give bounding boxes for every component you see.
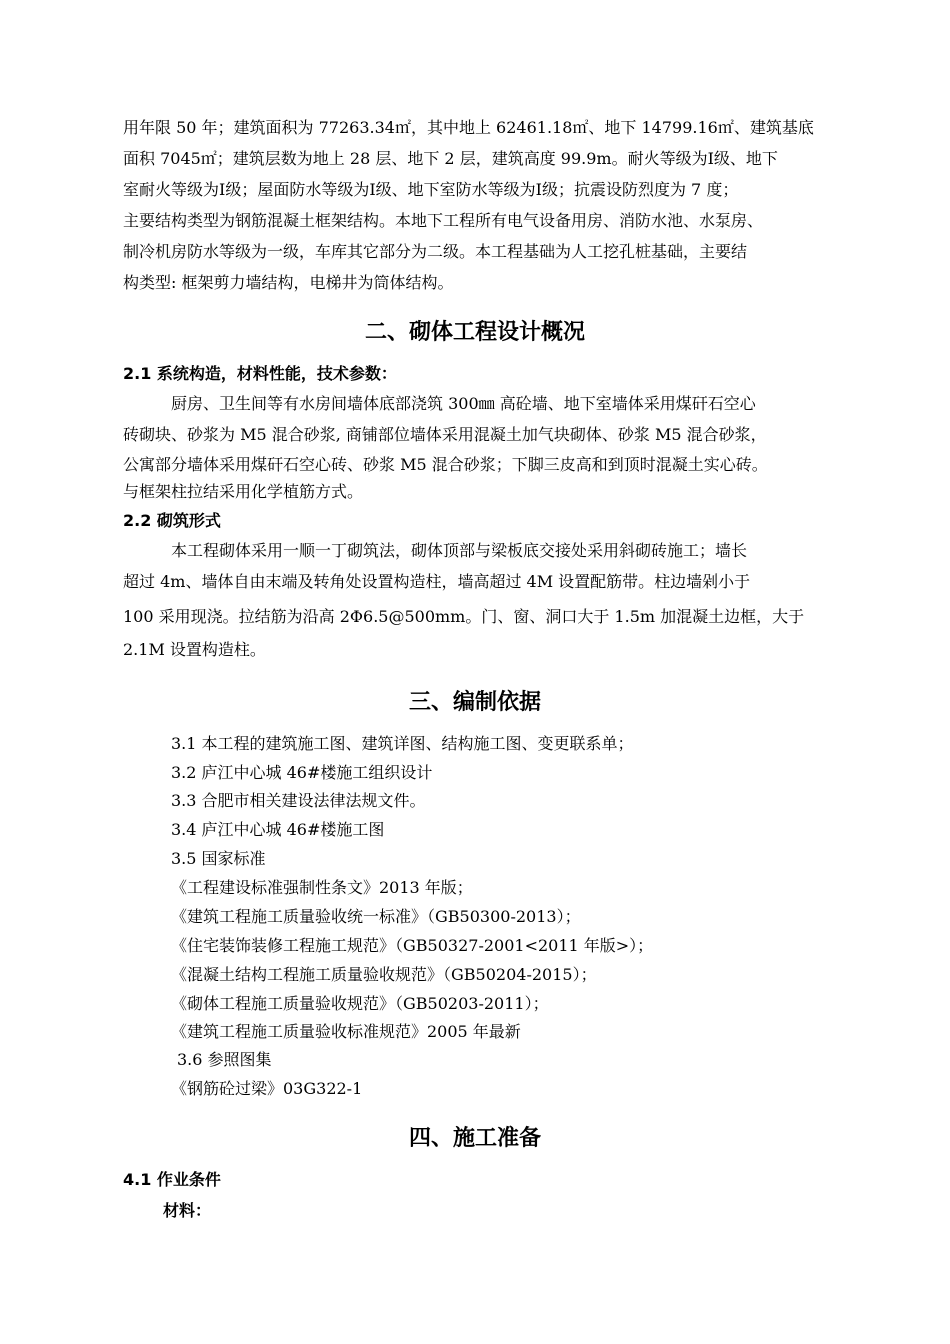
basis-item: 3.3 合肥市相关建设法律法规文件。 — [171, 791, 426, 810]
section-2-1-heading: 2.1 系统构造，材料性能，技术参数： — [123, 364, 397, 383]
section-2-title: 二、砌体工程设计概况 — [364, 320, 585, 345]
standard-item: 《混凝土结构工程施工质量验收规范》（GB50204-2015）； — [171, 965, 597, 984]
standard-item: 《砌体工程施工质量验收规范》（GB50203-2011）； — [171, 994, 549, 1013]
intro-line: 室耐火等级为Ⅰ级；屋面防水等级为Ⅰ级、地下室防水等级为Ⅰ级；抗震设防烈度为 7 度； — [123, 180, 739, 199]
standard-item: 《建筑工程施工质量验收标准规范》2005 年最新 — [171, 1022, 521, 1041]
section-2-1-line: 厨房、卫生间等有水房间墙体底部浇筑 300㎜ 高砼墙、地下室墙体采用煤矸石空心 — [171, 394, 756, 413]
intro-line: 制冷机房防水等级为一级，车库其它部分为二级。本工程基础为人工挖孔桩基础，主要结 — [123, 242, 748, 261]
standard-item: 《工程建设标准强制性条文》2013 年版； — [171, 878, 473, 897]
materials-label: 材料： — [163, 1201, 212, 1220]
section-4-title: 四、施工准备 — [408, 1126, 541, 1151]
section-2-2-line: 超过 4m、墙体自由末端及转角处设置构造柱，墙高超过 4M 设置配筋带。柱边墙剁小于 — [123, 572, 751, 591]
intro-line: 构类型: 框架剪力墙结构，电梯井为筒体结构。 — [123, 273, 454, 292]
section-2-2-line: 100 采用现浇。拉结筋为沿高 2Φ6.5@500mm。门、窗、洞口大于 1.5m 加混凝土边框，大于 — [123, 607, 805, 626]
section-3-title: 三、编制依据 — [408, 690, 541, 715]
basis-item: 3.4 庐江中心城 46#楼施工图 — [171, 820, 385, 839]
intro-line: 主要结构类型为钢筋混凝土框架结构。本地下工程所有电气设备用房、消防水池、水泵房、 — [123, 211, 764, 230]
basis-item: 3.2 庐江中心城 46#楼施工组织设计 — [171, 763, 433, 782]
standard-item: 《建筑工程施工质量验收统一标准》（GB50300-2013）； — [171, 907, 581, 926]
section-2-1-line: 与框架柱拉结采用化学植筋方式。 — [123, 482, 364, 501]
section-2-1-line: 砖砌块、砂浆为 M5 混合砂浆, 商铺部位墙体采用混凝土加气块砌体、砂浆 M5 混合砂浆， — [123, 425, 767, 444]
atlas-item: 《钢筋砼过梁》03G322-1 — [171, 1079, 363, 1098]
section-2-2-line: 2.1M 设置构造柱。 — [123, 640, 266, 659]
basis-item: 3.1 本工程的建筑施工图、建筑详图、结构施工图、变更联系单； — [171, 734, 634, 753]
basis-item: 3.5 国家标准 — [171, 849, 266, 868]
section-2-1-line: 公寓部分墙体采用煤矸石空心砖、砂浆 M5 混合砂浆；下脚三皮高和到顶时混凝土实心砖。 — [123, 455, 768, 474]
intro-line: 面积 7045㎡；建筑层数为地上 28 层、地下 2 层，建筑高度 99.9m。耐火等级为Ⅰ级、地下 — [123, 149, 778, 168]
section-4-1-heading: 4.1 作业条件 — [123, 1170, 221, 1189]
section-2-2-heading: 2.2 砌筑形式 — [123, 511, 221, 530]
atlas-heading: 3.6 参照图集 — [177, 1050, 272, 1069]
standard-item: 《住宅装饰装修工程施工规范》（GB50327-2001<2011 年版>）； — [171, 936, 654, 955]
intro-line: 用年限 50 年；建筑面积为 77263.34㎡，其中地上 62461.18㎡、地下 14799.16㎡、建筑基底 — [123, 118, 814, 137]
section-2-2-line: 本工程砌体采用一顺一丁砌筑法，砌体顶部与梁板底交接处采用斜砌砖施工；墙长 — [171, 541, 748, 560]
